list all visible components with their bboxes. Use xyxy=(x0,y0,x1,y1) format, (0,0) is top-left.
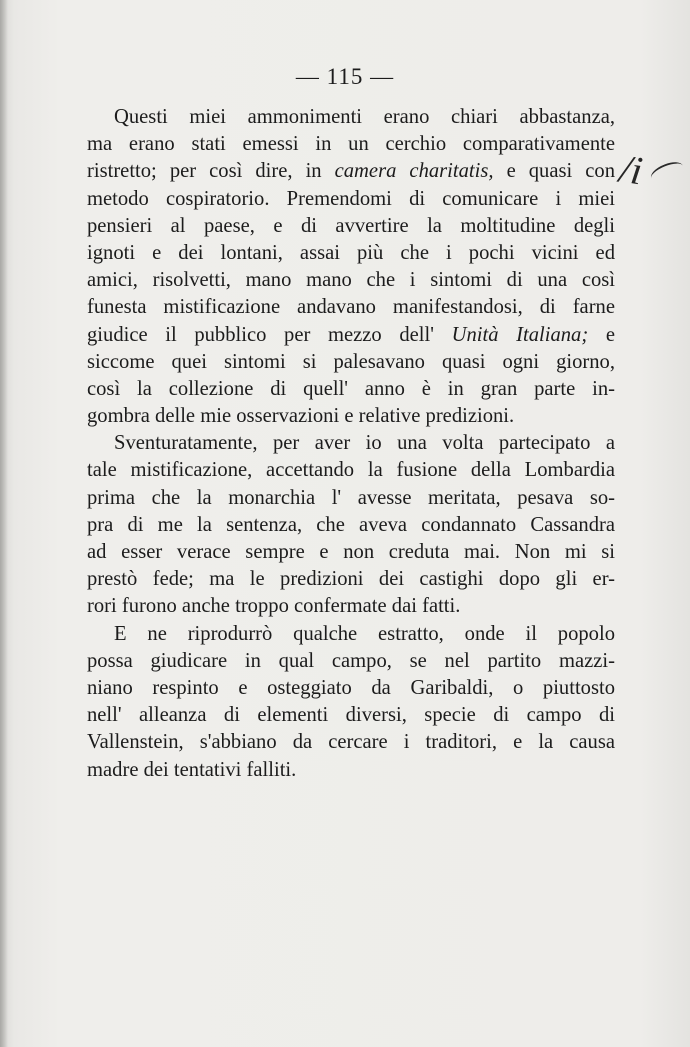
text-line: prestò fede; ma le predizioni dei castighi dopo gli er- xyxy=(87,568,615,591)
text-run: giudice il pubblico per mezzo dell' xyxy=(87,323,452,346)
page-number: — 115 — xyxy=(295,64,395,89)
text-line xyxy=(87,322,615,349)
text-line: metodo cospiratorio. Premendomi di comunicare i miei xyxy=(87,187,615,210)
handwritten-stroke xyxy=(648,158,686,186)
text-line: madre dei tentativi falliti. xyxy=(87,758,297,781)
text-line: possa giudicare in qual campo, se nel partito mazzi- xyxy=(87,649,615,672)
text-line: così la collezione di quell' anno è in gran parte in- xyxy=(87,377,615,400)
text-line: Questi miei ammonimenti erano chiari abbastanza, xyxy=(114,106,615,128)
text-line: pensieri al paese, e di avvertire la moltitudine degli xyxy=(87,214,615,237)
text-run: ristretto; per così dire, in xyxy=(87,160,335,183)
text-line: Sventuratamente, per aver io una volta partecipato a xyxy=(114,432,615,455)
body-text xyxy=(87,104,615,784)
text-line xyxy=(87,158,615,185)
text-line: rori furono anche troppo confermate dai fatti. xyxy=(87,595,461,618)
text-line: siccome quei sintomi si palesavano quasi ogni giorno, xyxy=(87,350,615,373)
text-line: funesta mistificazione andavano manifestandosi, di farne xyxy=(87,296,615,319)
text-line: ad esser verace sempre e non creduta mai. Non mi si xyxy=(87,541,615,563)
text-line: ma erano stati emessi in un cerchio comparativamente xyxy=(87,133,615,156)
text-line: ignoti e dei lontani, assai più che i pochi vicini ed xyxy=(87,241,615,264)
text-line: nell' alleanza di elementi diversi, specie di campo di xyxy=(87,704,615,727)
text-line: pra di me la sentenza, che aveva condannato Cassandra xyxy=(87,513,615,536)
text-line: prima che la monarchia l' avesse meritata, pesava so- xyxy=(87,486,615,509)
text-line: gombra delle mie osservazioni e relative predizioni. xyxy=(87,405,515,428)
binding-shadow xyxy=(0,0,8,1047)
italic-phrase: camera charitatis, xyxy=(334,160,494,183)
text-run: e xyxy=(588,323,615,346)
text-line: amici, risolvetti, mano mano che i sintomi di una così xyxy=(87,269,615,292)
text-line: E ne riprodurrò qualche estratto, onde il popolo xyxy=(114,622,615,645)
text-run: e quasi con xyxy=(493,160,615,183)
text-line: Vallenstein, s'abbiano da cercare i traditori, e la causa xyxy=(87,731,615,754)
text-line: niano respinto e osteggiato da Garibaldi, o piuttosto xyxy=(87,676,615,699)
handwritten-margin-note: /i xyxy=(616,145,646,194)
italic-phrase: Unità Italiana; xyxy=(451,323,589,346)
text-line: tale mistificazione, accettando la fusione della Lombardia xyxy=(87,459,615,482)
